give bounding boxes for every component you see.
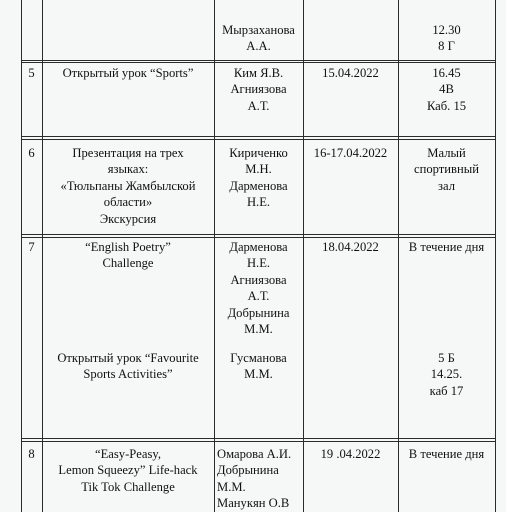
table-row-divider — [21, 139, 496, 140]
table-row-divider — [21, 234, 496, 235]
cell-responsible: Кириченко М.Н. Дарменова Н.Е. — [229, 146, 288, 210]
cell-number: 5 — [28, 66, 35, 80]
cell-event: Презентация на трех языках: «Тюльпаны Жамбылской области» Экскурсия — [60, 146, 196, 226]
table-row-divider — [21, 60, 496, 61]
cell-place-secondary: 5 Б 14.25. каб 17 — [429, 351, 464, 398]
cell-place: Малый спортивный зал — [414, 146, 479, 193]
table-border-right — [495, 0, 496, 512]
cell-number: 8 — [28, 447, 35, 461]
cell-place: В течение дня — [408, 240, 485, 254]
cell-place: В течение дня — [408, 447, 485, 461]
cell-number: 7 — [28, 240, 35, 254]
cell-place: 16.45 4В Каб. 15 — [426, 66, 467, 113]
cell-event-secondary: Открытый урок “Favourite Sports Activities” — [57, 351, 199, 382]
cell-responsible-secondary: Гусманова М.М. — [230, 351, 287, 382]
cell-number: 6 — [28, 146, 35, 160]
table-row-divider — [21, 441, 496, 442]
cell-responsible: Дарменова Н.Е. Агниязова А.Т. Добрынина М.М. — [227, 240, 290, 337]
cell-event: “English Poetry” Challenge — [85, 240, 171, 271]
table-row-divider — [21, 62, 496, 63]
cell-place: 12.30 8 Г — [432, 23, 461, 54]
table-row-divider — [21, 438, 496, 439]
cell-date: 19 .04.2022 — [320, 447, 381, 461]
table-row-divider — [21, 237, 496, 238]
cell-responsible: Омарова А.И. Добрынина М.М. Манукян О.В — [217, 447, 292, 511]
table-row-divider — [21, 136, 496, 137]
cell-event: “Easy-Peasy, Lemon Squeezy” Life-hack Tik Tok Challenge — [58, 447, 198, 494]
cell-responsible: Ким Я.В. Агниязова А.Т. — [230, 66, 287, 113]
cell-date: 15.04.2022 — [322, 66, 379, 80]
cell-date: 18.04.2022 — [322, 240, 379, 254]
cell-responsible: Мырзаханова А.А. — [222, 23, 295, 54]
cell-date: 16-17.04.2022 — [313, 146, 388, 160]
cell-event: Открытый урок “Sports” — [62, 66, 194, 80]
